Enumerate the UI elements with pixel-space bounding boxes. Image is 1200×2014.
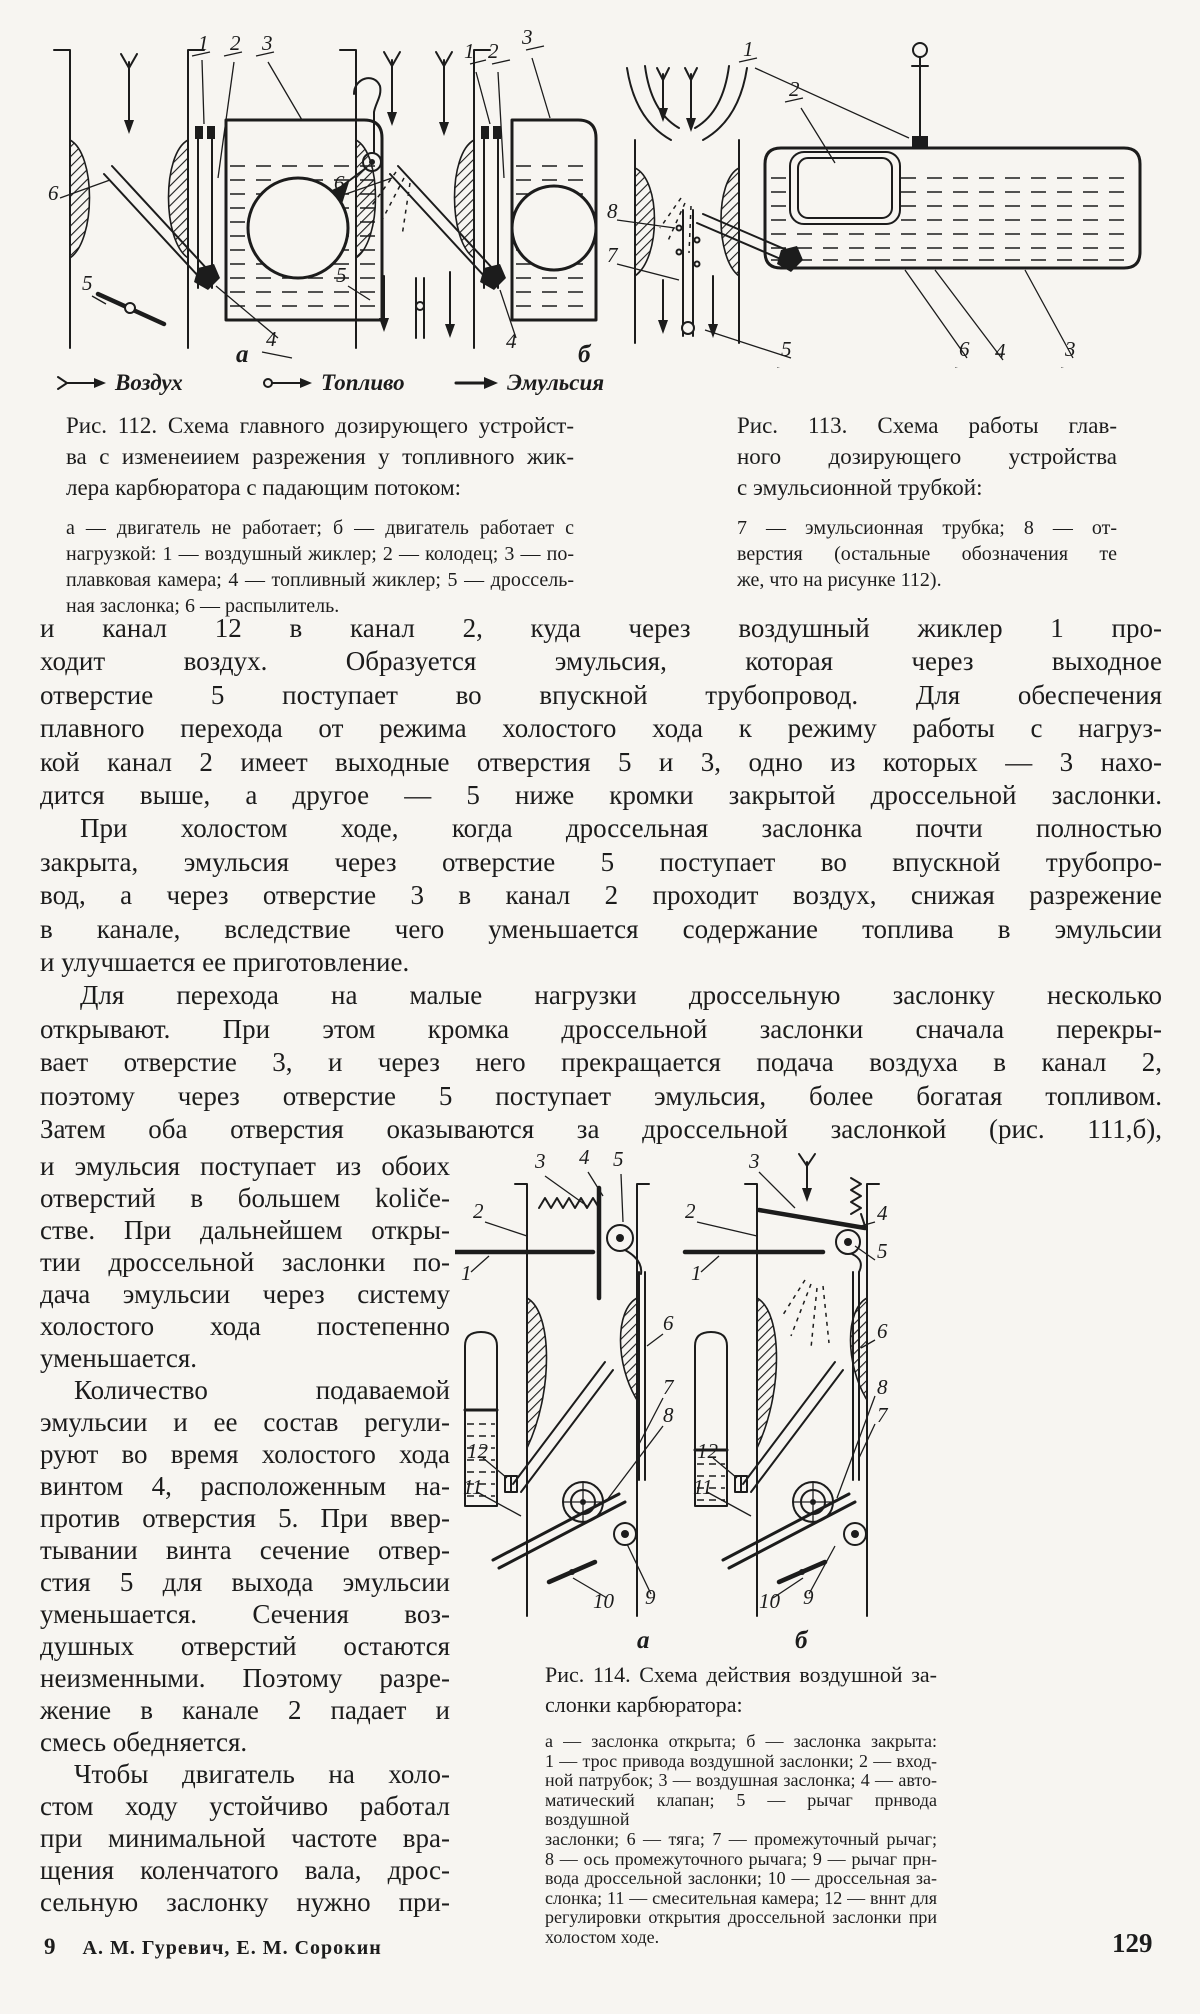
text-line: в канале, вследствие чего уменьшается содержание топлива в эмульсии xyxy=(40,913,1162,944)
figure-112-subfigure-a xyxy=(48,31,382,368)
page-number: 129 xyxy=(1112,1928,1153,1958)
fuel-flow-arrow-icon xyxy=(262,375,314,391)
text-line: отверстие 5 поступает во впускной трубопровод. Для обеспечения xyxy=(40,679,1162,710)
sprayer-tube xyxy=(370,166,506,290)
footer-signature xyxy=(44,1934,382,1960)
text-line: ва с изменеиием разрежения у топливного жик- xyxy=(66,444,574,469)
text-line: эмульсии и ее состав регули- xyxy=(40,1407,450,1437)
text-line: Количество подаваемой xyxy=(74,1375,450,1405)
text-line: при минимальной частоте вра- xyxy=(40,1823,450,1853)
lever-assembly xyxy=(723,1476,866,1568)
subfigure-b-label: б xyxy=(578,341,591,368)
callout-6: 6 xyxy=(877,1319,888,1343)
legend-emulsion-label: Эмульсия xyxy=(507,370,605,395)
fuel-well xyxy=(481,126,501,288)
callout-2: 2 xyxy=(789,77,800,101)
callout-12: 12 xyxy=(697,1439,718,1463)
figure-112-caption-title xyxy=(66,410,574,503)
text-line: верстия (остальные обозначения те xyxy=(737,543,1117,565)
figure-113-caption-title xyxy=(737,410,1117,503)
text-line: винтом 4, расположенным на- xyxy=(40,1471,450,1501)
subfigure-b-label: б xyxy=(795,1627,808,1653)
figure-113-diagram xyxy=(605,28,1160,368)
choke-lever xyxy=(836,1230,861,1272)
text-line: же, что на рисунке 112). xyxy=(737,569,942,591)
text-line: ной патрубок; 3 — воздушная заслонка; 4 — авто- xyxy=(545,1770,937,1791)
text-line: жение в канале 2 падает и xyxy=(40,1695,450,1725)
callout-4: 4 xyxy=(266,327,277,351)
open-throttle xyxy=(379,272,455,338)
text-line: заслонки; 6 — тяга; 7 — промежуточный рычаг; xyxy=(545,1828,937,1849)
callout-6: 6 xyxy=(959,337,970,361)
body-text-left-column xyxy=(40,1150,450,1918)
callout-8: 8 xyxy=(663,1403,674,1427)
callout-leaders xyxy=(697,1172,875,1598)
choke-plate-open xyxy=(539,1188,599,1298)
callout-5: 5 xyxy=(877,1239,888,1263)
figure-112-caption-legend xyxy=(66,515,574,619)
callout-4: 4 xyxy=(877,1201,888,1225)
text-line: отверстий в большем količе- xyxy=(40,1183,450,1213)
text-line: тывании винта сечение отвер- xyxy=(40,1535,450,1565)
callout-7: 7 xyxy=(877,1403,888,1427)
callout-11: 11 xyxy=(463,1475,483,1499)
callout-1: 1 xyxy=(743,37,754,61)
signature-number: 9 xyxy=(44,1934,57,1959)
callout-4: 4 xyxy=(579,1148,590,1169)
text-line: холостом ходе. xyxy=(545,1926,660,1947)
figure-114-subfigure-b xyxy=(685,1149,889,1653)
legend-fuel xyxy=(262,370,405,396)
sprayer-passage xyxy=(697,214,803,272)
emulsion-flow-arrow-icon xyxy=(454,375,500,391)
subfigure-a-label: а xyxy=(236,341,249,368)
air-arrows xyxy=(384,52,452,136)
sprayer-tube xyxy=(104,166,220,290)
callout-6: 6 xyxy=(663,1311,674,1335)
callout-3: 3 xyxy=(1065,337,1076,361)
callout-5: 5 xyxy=(781,337,792,361)
choke-plate-closed xyxy=(759,1178,865,1228)
text-line: плавного перехода от режима холостого хода к режиму работы с нагруз- xyxy=(40,713,1162,744)
text-line: Чтобы двигатель на холо- xyxy=(74,1759,450,1789)
text-line: стом ходу устойчиво работал xyxy=(40,1791,450,1821)
float-chamber xyxy=(512,120,596,320)
text-line: 1 — трос привода воздушной заслонки; 2 — вход- xyxy=(545,1750,937,1771)
float-chamber xyxy=(765,148,1140,268)
text-line: Для перехода на малые нагрузки дроссельную заслонку несколько xyxy=(80,980,1162,1011)
figure-114-diagram xyxy=(455,1148,895,1653)
callout-1: 1 xyxy=(691,1261,702,1285)
callout-2: 2 xyxy=(230,31,241,55)
text-line: щения коленчатого вала, дрос- xyxy=(40,1855,450,1885)
text-line: ная заслонка; 6 — распылитель. xyxy=(66,595,340,617)
callout-10: 10 xyxy=(759,1589,780,1613)
callout-2: 2 xyxy=(473,1199,484,1223)
callout-leaders xyxy=(346,46,550,338)
text-line: Затем оба отверстия оказываются за дроссельной заслонкой (рис. 111,б), xyxy=(40,1114,1162,1145)
throttle-plate xyxy=(98,294,164,324)
text-line: открывают. При этом кромка дроссельной заслонки сначала перекры- xyxy=(40,1013,1162,1044)
text-line: регулировки открытия дроссельной заслонки при xyxy=(545,1907,937,1928)
figure-112-caption xyxy=(66,410,574,619)
figure-113-caption xyxy=(737,410,1117,593)
callout-2: 2 xyxy=(488,39,499,63)
callout-2: 2 xyxy=(685,1199,696,1223)
callout-9: 9 xyxy=(803,1585,814,1609)
text-line: ного дозирующего устройства xyxy=(737,444,1117,469)
text-line: При холостом ходе, когда дроссельная заслонка почти полностью xyxy=(80,813,1162,844)
text-line: 7 — эмульсионная трубка; 8 — от- xyxy=(737,517,1117,539)
text-line: лера карбюратора с падающим потоком: xyxy=(66,475,462,500)
callout-11: 11 xyxy=(693,1475,713,1499)
inlet-arrow xyxy=(799,1154,815,1202)
text-line: стве. При дальнейшем откры- xyxy=(40,1215,450,1245)
callout-3: 3 xyxy=(522,28,533,49)
figure-114-caption-title xyxy=(545,1660,937,1720)
callout-5: 5 xyxy=(613,1148,624,1171)
text-line: уменьшается. xyxy=(40,1343,198,1373)
callout-8: 8 xyxy=(607,199,618,223)
text-line: закрыта, эмульсия через отверстие 5 поступает во впускной трубопро- xyxy=(40,846,1162,877)
text-line: сельную заслонку нужно при- xyxy=(40,1887,450,1917)
callout-1: 1 xyxy=(464,39,475,63)
text-line: нагрузкой: 1 — воздушный жиклер; 2 — колодец; 3 — по- xyxy=(66,543,574,565)
text-line: Рис. 114. Схема действия воздушной за- xyxy=(545,1662,937,1687)
text-line: Рис. 113. Схема работы глав- xyxy=(737,413,1117,438)
legend-emulsion xyxy=(454,370,604,396)
text-line: плавковая камера; 4 — топливный жиклер; 5 — дроссель- xyxy=(66,569,574,591)
body-text-full-width xyxy=(40,612,1162,1147)
text-line: дача эмульсии через систему xyxy=(40,1279,450,1309)
air-arrow xyxy=(121,54,137,134)
text-line: с эмульсионной трубкой: xyxy=(737,475,983,500)
callout-1: 1 xyxy=(461,1261,472,1285)
flow-legend xyxy=(50,370,650,406)
figure-114-caption-legend xyxy=(545,1732,937,1948)
callout-4: 4 xyxy=(995,339,1006,363)
text-line: и улучшается ее приготовление. xyxy=(40,947,410,978)
text-line: матический клапан; 5 — рычаг прнвода воздушной xyxy=(545,1789,937,1830)
legend-air-label: Воздух xyxy=(115,370,183,395)
text-line: и канал 12 в канал 2, куда через воздушный жиклер 1 про- xyxy=(40,613,1162,643)
callout-5: 5 xyxy=(82,271,93,295)
callout-7: 7 xyxy=(663,1375,674,1399)
callout-12: 12 xyxy=(467,1439,488,1463)
inlet-cup xyxy=(627,66,747,140)
callout-10: 10 xyxy=(593,1589,614,1613)
emulsion-tube xyxy=(660,198,700,336)
legend-air xyxy=(56,370,183,396)
text-line: смесь обедняется. xyxy=(40,1727,248,1757)
text-line: поэтому через отверстие 5 поступает эмульсия, более богатая топливом. xyxy=(40,1080,1162,1111)
text-line: вает отверстие 3, и через него прекращается подача воздуха в канал 2, xyxy=(40,1047,1162,1078)
text-line: холостого хода постепенно xyxy=(40,1311,450,1341)
throttle-plate xyxy=(549,1562,595,1582)
text-line: слонки карбюратора: xyxy=(545,1692,743,1717)
needle-valve xyxy=(912,43,928,148)
figure-113-caption-legend xyxy=(737,515,1117,593)
callout-3: 3 xyxy=(535,1149,546,1173)
callout-6: 6 xyxy=(334,171,345,195)
figure-114-subfigure-a xyxy=(455,1148,675,1653)
callout-3: 3 xyxy=(262,31,273,55)
text-line: дится выше, а другое — 5 ниже кромки закрытой дроссельной заслонки. xyxy=(40,780,1162,811)
callout-7: 7 xyxy=(607,243,618,267)
text-line: ходит воздух. Образуется эмульсия, которая через выходное xyxy=(40,646,1162,677)
air-flow-arrow-icon xyxy=(56,375,108,391)
fuel-well xyxy=(195,126,215,288)
tie-rod xyxy=(639,1272,645,1480)
text-line: а — заслонка открыта; б — заслонка закрыта: xyxy=(545,1731,937,1751)
venturi-tube xyxy=(635,140,739,343)
text-line: руют во время холостого хода xyxy=(40,1439,450,1469)
text-line: а — двигатель не работает; б — двигатель работает с xyxy=(66,517,574,539)
text-line: и эмульсия поступает из обоих xyxy=(40,1151,450,1181)
legend-fuel-label: Топливо xyxy=(321,370,405,395)
fuel-spray xyxy=(781,1280,829,1348)
text-line: уменьшается. Сечения воз- xyxy=(40,1599,450,1629)
text-line: Рис. 112. Схема главного дозирующего устройст- xyxy=(66,413,574,438)
text-line: вод, а через отверстие 3 в канал 2 проходит воздух, снижая разрежение xyxy=(40,880,1162,911)
text-line: против отверстия 5. При ввер- xyxy=(40,1503,450,1533)
figure-112-diagram xyxy=(40,28,600,368)
callout-6: 6 xyxy=(48,181,59,205)
text-line: неизменными. Поэтому разре- xyxy=(40,1663,450,1693)
text-line: слонка; 11 — смесительная камера; 12 — вннт для xyxy=(545,1887,937,1908)
text-line: кой канал 2 имеет выходные отверстия 5 и 3, одно из которых — 3 нахо- xyxy=(40,746,1162,777)
text-line: тии дроссельной заслонки по- xyxy=(40,1247,450,1277)
authors-line: А. М. Гуревич, Е. М. Сорокин xyxy=(82,1937,382,1959)
callout-3: 3 xyxy=(749,1149,760,1173)
text-line: стия 5 для выхода эмульсии xyxy=(40,1567,450,1597)
text-line: душных отверстий остаются xyxy=(40,1631,450,1661)
text-line: вода дроссельной заслонки; 10 — дроссельная за- xyxy=(545,1868,937,1889)
text-line: 8 — ось промежуточного рычага; 9 — рычаг прн- xyxy=(545,1848,937,1869)
callout-9: 9 xyxy=(645,1585,656,1609)
callout-1: 1 xyxy=(198,31,209,55)
figure-114-caption xyxy=(545,1660,937,1948)
callout-8: 8 xyxy=(877,1375,888,1399)
callout-5: 5 xyxy=(336,263,347,287)
subfigure-a-label: а xyxy=(637,1627,650,1653)
callout-4: 4 xyxy=(506,329,517,353)
